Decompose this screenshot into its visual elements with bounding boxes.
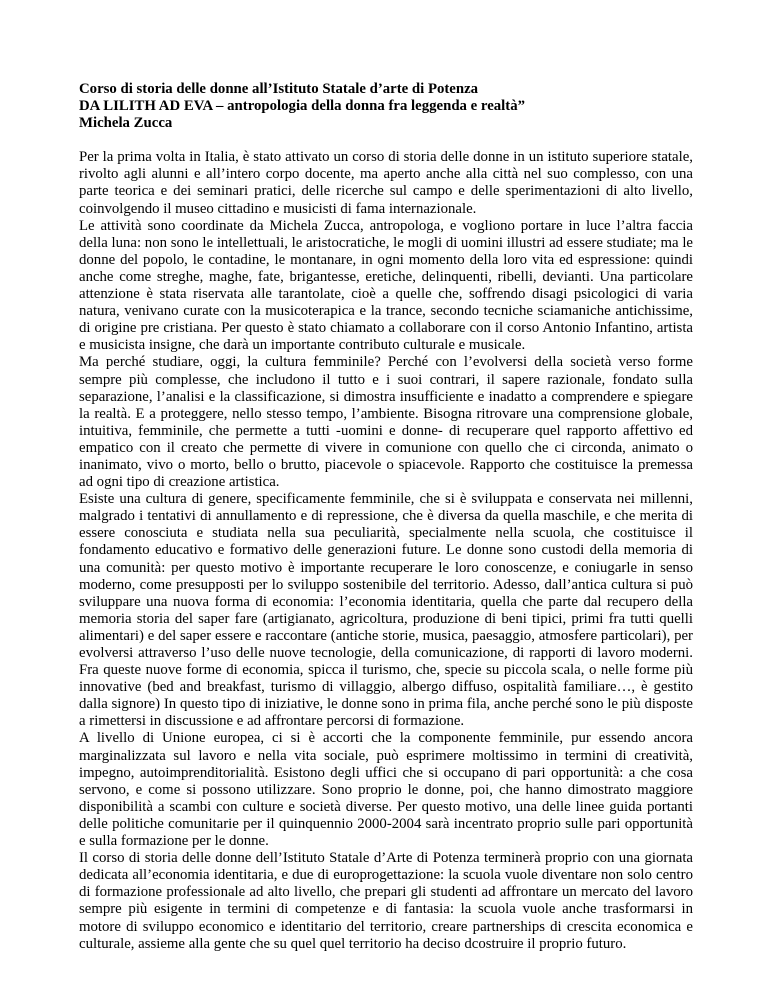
document-title: Corso di storia delle donne all’Istituto Statale d’arte di Potenza	[79, 81, 479, 97]
paragraph-gender-culture: Esiste una cultura di genere, specificamente femminile, che si è sviluppata e conservata nei millenni, malgrado i tentativi di annullamento e di repressione, che è diversa da quella maschile, e che merita di essere conosciuta e studiata nella sua peculiarità, specialmente nella scuola, che costituisce il fondamento educativo e formativo delle generazioni future. Le donne sono custodi della memoria di una comunità: per questo motivo è importante recuperare le loro conoscenze, e coniugarle in senso moderno, come presupposti per lo sviluppo sostenibile del territorio. Adesso, dall’antica cultura si può sviluppare una nuova forma di economia: l’economia identitaria, quella che parte dal recupero della memoria storia del saper fare (artigianato, agricoltura, produzione di beni tipici, primi fra tutti quelli alimentari) e del saper essere e raccontare (antiche storie, musica, paesaggio, atmosfere particolari), per evolversi attraverso l’uso delle nuove tecnologie, della comunicazione, di rapporti di lavoro moderni. Fra queste nuove forme di economia, spicca il turismo, che, specie su piccola scala, o nelle forme più innovative (bed and breakfast, turismo di villaggio, albergo diffuso, ospitalità familiare…, è gestito dalla signore) In questo tipo di iniziative, le donne sono in prima fila, anche perché sono le più disposte a rimettersi in discussione e ad affrontare percorsi di formazione.	[79, 491, 693, 730]
heading-spacer	[79, 132, 693, 149]
document-author: Michela Zucca	[79, 115, 173, 132]
document-subtitle: DA LILITH AD EVA – antropologia della donna fra leggenda e realtà”	[79, 98, 526, 115]
paragraph-european-union: A livello di Unione europea, ci si è accorti che la componente femminile, pur essendo ancora marginalizzata sul lavoro e nella vita sociale, può esprimere moltissimo in termini di creatività, impegno, autoimprenditorialità. Esistono degli uffici che si occupano di pari opportunità: a che cosa servono, e come si possono utilizzare. Sono proprio le donne, poi, che hanno dimostrato maggiore disponibilità a scambi con culture e società diverse. Per questo motivo, una delle linee guida portanti delle politiche comunitarie per il quinquennio 2000-2004 sarà incentrato proprio sulle pari opportunità e sulla formazione per le donne.	[79, 730, 693, 850]
paragraph-intro: Per la prima volta in Italia, è stato attivato un corso di storia delle donne in un istituto superiore statale, rivolto agli alunni e all’intero corpo docente, ma aperto anche alla città nel suo complesso, con una parte teorica e dei seminari pratici, delle ricerche sul campo e delle sperimentazioni di alto livello, coinvolgendo il museo cittadino e musicisti di fama internazionale.	[79, 149, 693, 217]
paragraph-activities: Le attività sono coordinate da Michela Zucca, antropologa, e vogliono portare in luce l’altra faccia della luna: non sono le intellettuali, le aristocratiche, le mogli di uomini illustri ad essere studiate; ma le donne del popolo, le contadine, le montanare, in ogni momento della loro vita ed espressione: quindi anche come streghe, maghe, fate, brigantesse, eretiche, delinquenti, ribelli, devianti. Una particolare attenzione è stata riservata alle tarantolate, cioè a quelle che, soffrendo disagi psicologici di varia natura, venivano curate con la musicoterapica e la trance, secondo tecniche sciamaniche antichissime, di origine pre cristiana. Per questo è stato chiamato a collaborare con il corso Antonio Infantino, artista e musicista insigne, che darà un importante contributo culturale e musicale.	[79, 217, 693, 354]
paragraph-conclusion: Il corso di storia delle donne dell’Istituto Statale d’Arte di Potenza terminerà proprio con una giornata dedicata all’economia identitaria, e due di europrogettazione: la scuola vuole diventare non solo centro di formazione professionale ad alto livello, che prepari gli studenti ad affrontare un mercato del lavoro sempre più esigente in termini di competenze e di fantasia: la scuola vuole anche trasformarsi in motore di sviluppo economico e identitario del territorio, creare partnerships di crescita economica e culturale, assieme alla gente che su quel quel territorio ha deciso dcostruire il proprio futuro.	[79, 850, 693, 952]
paragraph-why-study: Ma perché studiare, oggi, la cultura femminile? Perché con l’evolversi della società verso forme sempre più complesse, che includono il tutto e i suoi contrari, il sapere razionale, fondato sulla separazione, l’analisi e la classificazione, si dimostra insufficiente e inadatto a comprendere e spiegare la realtà. E a proteggere, nello stesso tempo, l’ambiente. Bisogna ritrovare una comprensione globale, intuitiva, femminile, che permette a tutti -uomini e donne- di recuperare quel rapporto affettivo ed empatico con il creato che permette di vivere in comunione con quello che ci circonda, animato o inanimato, vivo o morto, bello o brutto, piacevole o spiacevole. Rapporto che costituisce la premessa ad ogni tipo di creazione artistica.	[79, 354, 693, 491]
document-page	[79, 81, 693, 953]
